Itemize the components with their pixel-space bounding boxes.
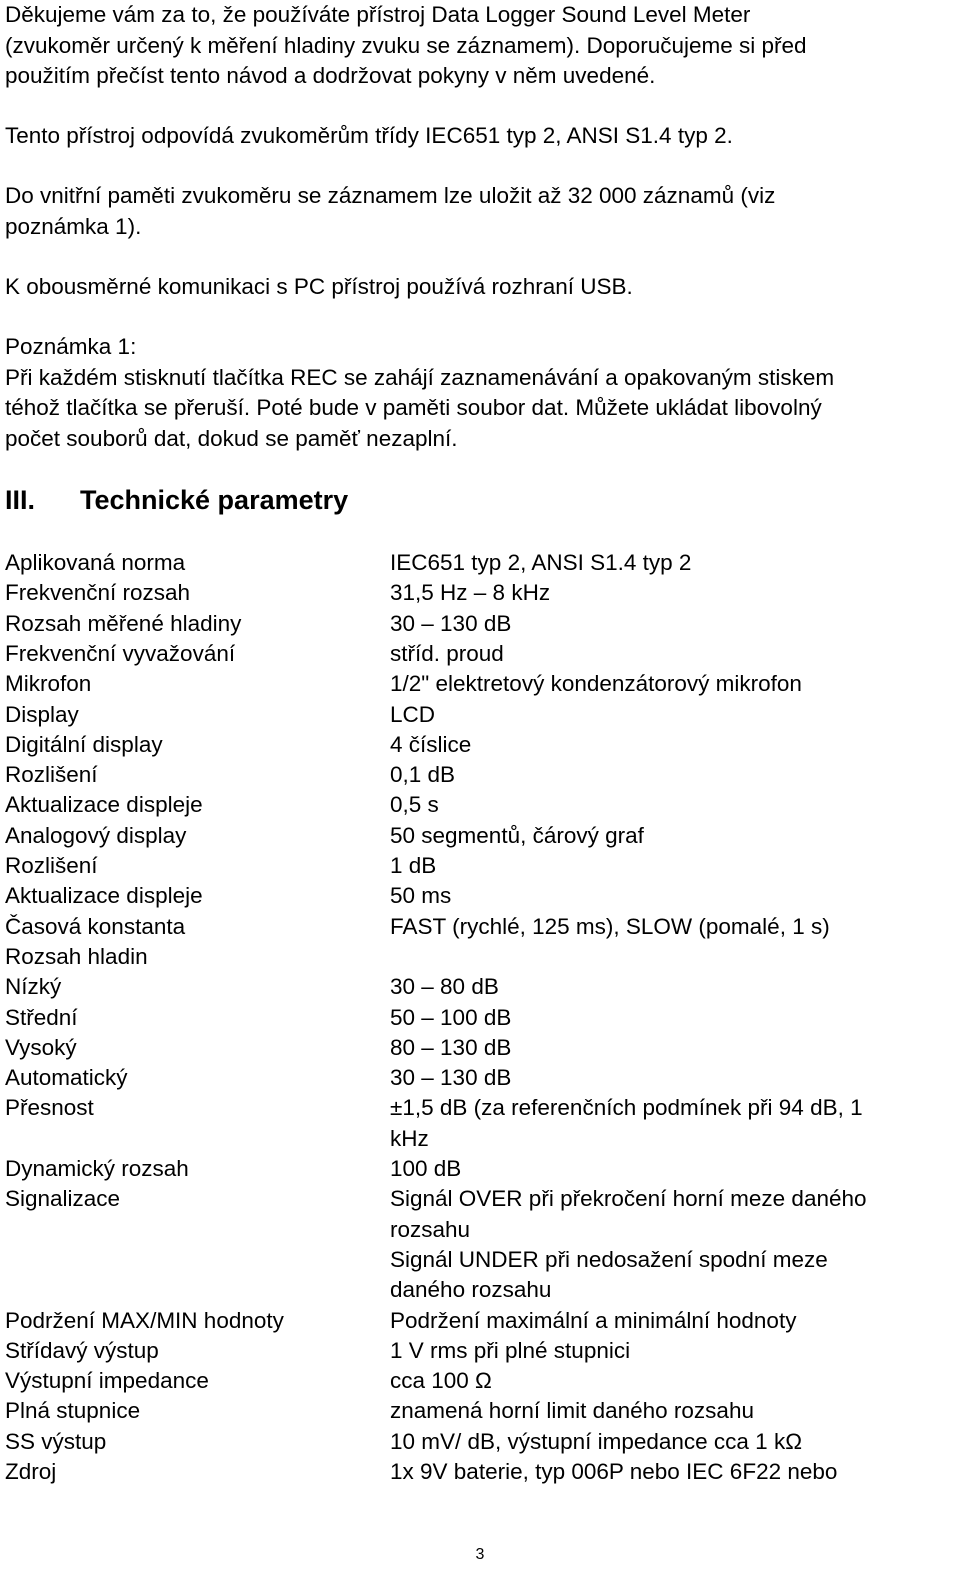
spec-label: Automatický bbox=[5, 1065, 128, 1091]
spec-value-line: 1/2" elektretový kondenzátorový mikrofon bbox=[390, 671, 802, 697]
spec-value-line: znamená horní limit daného rozsahu bbox=[390, 1398, 754, 1424]
spec-value bbox=[390, 1306, 950, 1336]
spec-value-line: 0,1 dB bbox=[390, 762, 456, 788]
spec-value-line: 100 dB bbox=[390, 1156, 462, 1181]
text-line: Do vnitřní paměti zvukoměru se záznamem lze uložit až 32 000 záznamů (viz bbox=[5, 183, 776, 208]
spec-value bbox=[390, 639, 950, 669]
intro-paragraph bbox=[5, 0, 955, 92]
spec-value-line: 30 – 80 dB bbox=[390, 974, 499, 1000]
spec-value bbox=[390, 1336, 950, 1366]
spec-label: Podržení MAX/MIN hodnoty bbox=[5, 1307, 284, 1333]
spec-value-line: Podržení maximální a minimální hodnoty bbox=[390, 1307, 797, 1333]
page-number: 3 bbox=[475, 1546, 485, 1563]
spec-value bbox=[390, 578, 950, 608]
spec-value bbox=[390, 821, 950, 851]
spec-value-line: 31,5 Hz – 8 kHz bbox=[390, 580, 551, 606]
spec-value bbox=[390, 1396, 950, 1426]
spec-value bbox=[390, 1457, 950, 1487]
spec-label: Signalizace bbox=[5, 1186, 121, 1212]
spec-label: Vysoký bbox=[5, 1034, 77, 1060]
spec-value bbox=[390, 730, 950, 760]
spec-label: Frekvenční vyvažování bbox=[5, 640, 236, 666]
compliance-paragraph bbox=[5, 121, 955, 152]
spec-value-line: daného rozsahu bbox=[390, 1277, 552, 1303]
spec-value-line: Signál UNDER při nedosažení spodní meze bbox=[390, 1246, 828, 1272]
section-title: Technické parametry bbox=[80, 485, 349, 515]
spec-value-line: 30 – 130 dB bbox=[390, 1065, 512, 1091]
spec-label: Výstupní impedance bbox=[5, 1368, 209, 1394]
spec-value-line: 50 ms bbox=[390, 883, 452, 909]
spec-label: Dynamický rozsah bbox=[5, 1156, 189, 1181]
spec-value bbox=[390, 912, 950, 942]
spec-value-line: Signál OVER při překročení horní meze daného bbox=[390, 1186, 867, 1212]
spec-label: Zdroj bbox=[5, 1459, 57, 1484]
spec-value-line: 50 segmentů, čárový graf bbox=[390, 822, 644, 848]
spec-label: Digitální display bbox=[5, 731, 163, 757]
text-line: Tento přístroj odpovídá zvukoměrům třídy IEC651 typ 2, ANSI S1.4 typ 2. bbox=[5, 123, 733, 148]
spec-value bbox=[390, 1154, 950, 1184]
spec-label: Aktualizace displeje bbox=[5, 792, 203, 818]
spec-label: Plná stupnice bbox=[5, 1398, 141, 1424]
spec-label: Nízký bbox=[5, 974, 62, 1000]
spec-label: Střední bbox=[5, 1004, 78, 1030]
spec-value bbox=[390, 1366, 950, 1396]
spec-value bbox=[390, 972, 950, 1002]
text-line: Při každém stisknutí tlačítka REC se zahájí zaznamenávání a opakovaným stiskem bbox=[5, 364, 835, 390]
spec-value-line: IEC651 typ 2, ANSI S1.4 typ 2 bbox=[390, 550, 692, 575]
spec-value bbox=[390, 669, 950, 699]
spec-value bbox=[390, 851, 950, 881]
spec-label: Časová konstanta bbox=[5, 913, 186, 939]
spec-value bbox=[390, 881, 950, 911]
spec-label: Rozlišení bbox=[5, 853, 98, 878]
spec-label: Frekvenční rozsah bbox=[5, 580, 191, 606]
text-line: poznámka 1). bbox=[5, 213, 142, 239]
spec-value-line: 0,5 s bbox=[390, 792, 439, 818]
section-number: III. bbox=[5, 485, 36, 515]
text-line: Děkujeme vám za to, že používáte přístroj Data Logger Sound Level Meter bbox=[5, 2, 751, 27]
spec-label: Aplikovaná norma bbox=[5, 550, 186, 575]
spec-label: Rozsah měřené hladiny bbox=[5, 610, 242, 636]
spec-label: Aktualizace displeje bbox=[5, 883, 203, 909]
section-heading bbox=[5, 482, 348, 518]
text-line: (zvukoměr určený k měření hladiny zvuku se záznamem). Doporučujeme si před bbox=[5, 32, 807, 58]
spec-value-line: stříd. proud bbox=[390, 640, 504, 666]
spec-label: Mikrofon bbox=[5, 671, 92, 697]
spec-value bbox=[390, 700, 950, 730]
spec-value-line: 30 – 130 dB bbox=[390, 610, 512, 636]
spec-label: Display bbox=[5, 701, 79, 727]
spec-value-line: LCD bbox=[390, 701, 436, 727]
spec-label: SS výstup bbox=[5, 1428, 107, 1454]
spec-value bbox=[390, 1093, 950, 1154]
text-line: K obousměrné komunikaci s PC přístroj používá rozhraní USB. bbox=[5, 274, 633, 299]
spec-value-line: kHz bbox=[390, 1125, 429, 1151]
spec-label: Rozsah hladin bbox=[5, 943, 148, 969]
spec-value-line: 4 číslice bbox=[390, 731, 472, 757]
spec-label: Rozlišení bbox=[5, 762, 98, 788]
spec-value-line: 50 – 100 dB bbox=[390, 1004, 512, 1030]
text-line: použitím přečíst tento návod a dodržovat pokyny v něm uvedené. bbox=[5, 63, 656, 88]
spec-value-line: cca 100 Ω bbox=[390, 1368, 492, 1394]
usb-paragraph bbox=[5, 272, 955, 303]
memory-paragraph bbox=[5, 181, 955, 242]
spec-value bbox=[390, 1184, 950, 1305]
spec-value-line: ±1,5 dB (za referenčních podmínek při 94 dB, 1 bbox=[390, 1095, 863, 1121]
spec-label: Analogový display bbox=[5, 822, 187, 848]
spec-value-line: 80 – 130 dB bbox=[390, 1034, 512, 1060]
spec-value-line: 10 mV/ dB, výstupní impedance cca 1 kΩ bbox=[390, 1428, 803, 1454]
spec-value bbox=[390, 609, 950, 639]
spec-value-line: 1 V rms při plné stupnici bbox=[390, 1337, 631, 1363]
note-title: Poznámka 1: bbox=[5, 334, 137, 359]
spec-value bbox=[390, 1003, 950, 1033]
spec-value-line: FAST (rychlé, 125 ms), SLOW (pomalé, 1 s) bbox=[390, 913, 830, 939]
spec-value-line: rozsahu bbox=[390, 1216, 471, 1242]
spec-value bbox=[390, 1427, 950, 1457]
spec-label: Střídavý výstup bbox=[5, 1337, 159, 1363]
text-line: počet souborů dat, dokud se paměť nezaplní. bbox=[5, 425, 458, 451]
spec-label: Přesnost bbox=[5, 1095, 94, 1121]
spec-value bbox=[390, 790, 950, 820]
spec-value-line: 1 dB bbox=[390, 853, 437, 878]
spec-value bbox=[390, 1033, 950, 1063]
spec-value-line: 1x 9V baterie, typ 006P nebo IEC 6F22 nebo bbox=[390, 1459, 838, 1484]
note-paragraph bbox=[5, 332, 955, 454]
text-line: téhož tlačítka se přeruší. Poté bude v paměti soubor dat. Můžete ukládat libovolný bbox=[5, 395, 822, 420]
spec-value bbox=[390, 760, 950, 790]
spec-value bbox=[390, 1063, 950, 1093]
spec-value bbox=[390, 548, 950, 578]
